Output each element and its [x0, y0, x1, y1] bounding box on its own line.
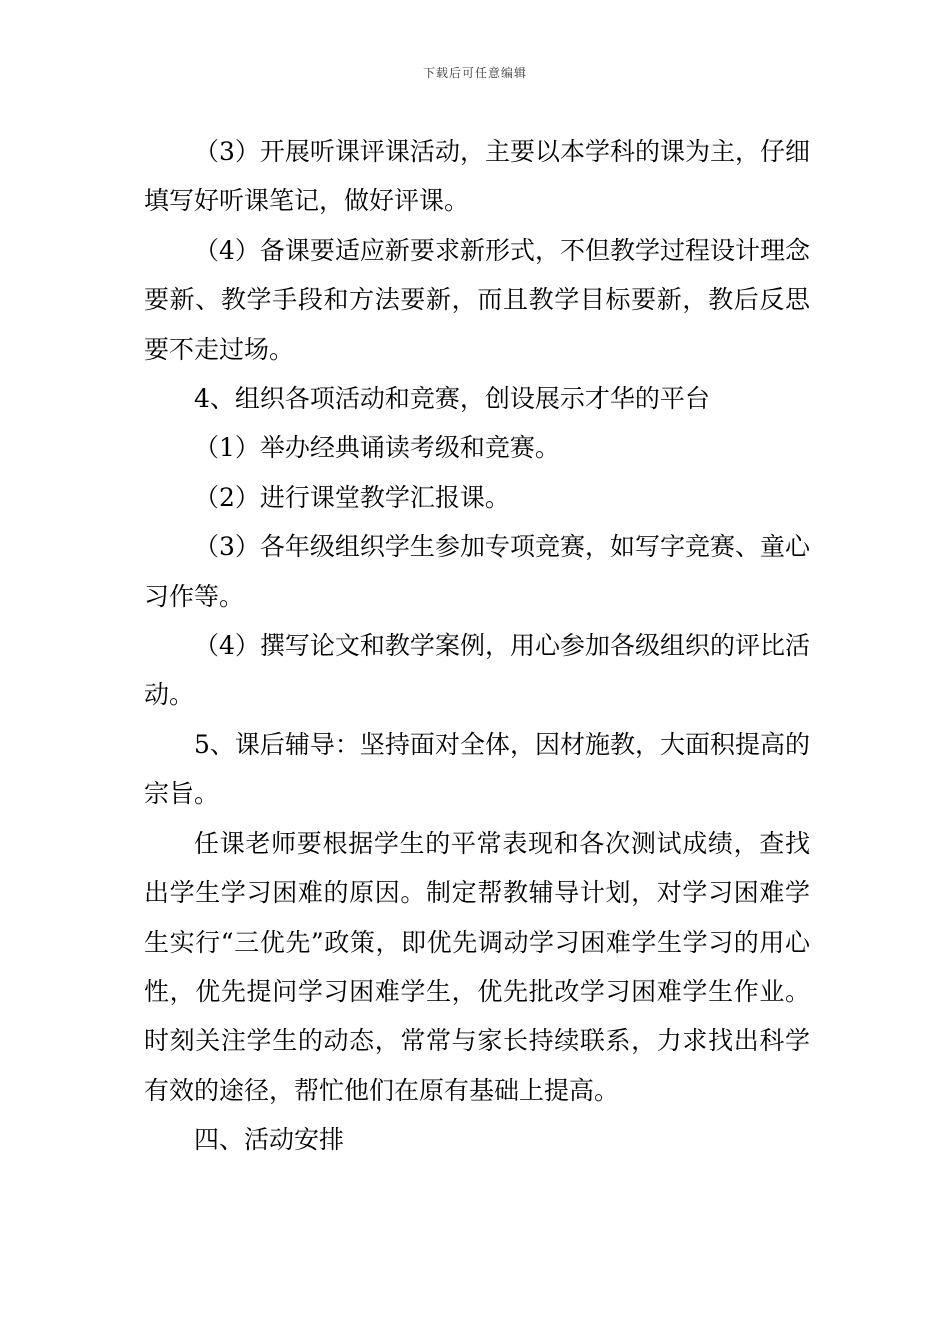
- paragraph: 任课老师要根据学生的平常表现和各次测试成绩，查找出学生学习困难的原因。制定帮教辅导计划，对学习困难学生实行“三优先”政策，即优先调动学习困难学生学习的用心性，优先提问学习困难学生，优先批改学习困难学生作业。时刻关注学生的动态，常常与家长持续联系，力求找出科学有效的途径，帮忙他们在原有基础上提高。: [144, 828, 810, 1105]
- paragraph: （4）撰写论文和教学案例，用心参加各级组织的评比活动。: [144, 631, 810, 710]
- section-heading: 5、课后辅导：坚持面对全体，因材施教，大面积提高的宗旨。: [144, 729, 810, 809]
- section-heading: 四、活动安排: [194, 1125, 345, 1155]
- paragraph: （1）举办经典诵读考级和竞赛。: [194, 433, 560, 463]
- paragraph: （3）各年级组织学生参加专项竞赛，如写字竞赛、童心习作等。: [144, 532, 810, 611]
- paragraph: （2）进行课堂教学汇报课。: [194, 482, 510, 512]
- section-heading: 4、组织各项活动和竞赛，创设展示才华的平台: [194, 384, 710, 414]
- paragraph: （4）备课要适应新要求新形式，不但教学过程设计理念要新、教学手段和方法要新，而且教学目标要新，教后反思要不走过场。: [144, 235, 810, 364]
- document-body: [144, 127, 810, 1165]
- page-header: 下载后可任意编辑: [422, 66, 527, 80]
- paragraph: （3）开展听课评课活动，主要以本学科的课为主，仔细填写好听课笔记，做好评课。: [144, 137, 810, 216]
